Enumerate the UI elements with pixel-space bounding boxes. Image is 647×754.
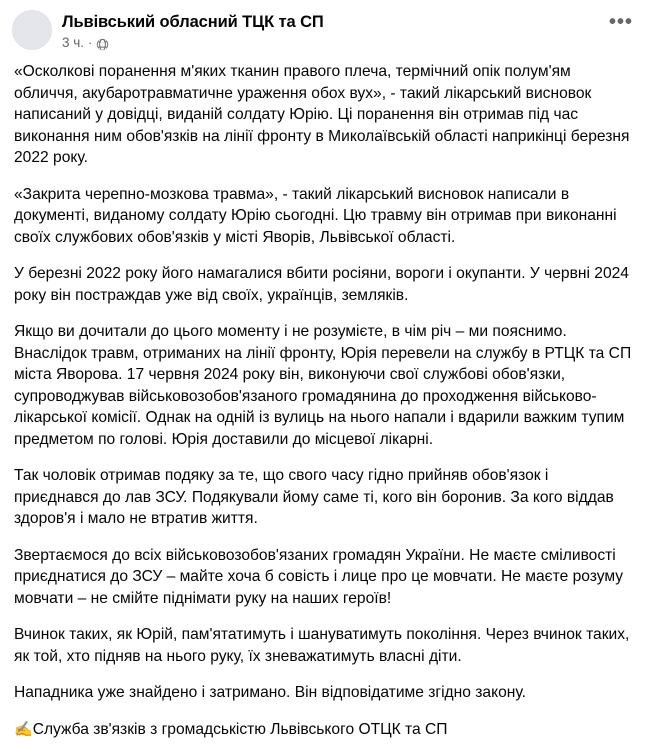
post-paragraph: Якщо ви дочитали до цього моменту і не розумієте, в чім річ – ми пояснимо. Внаслідок травм, отриманих на лінії фронту, Юрія перевели на службу в РТЦК та СП міста Яворова. 17 червня 2024 року він, виконуючи свої службові обов'язки, супроводжував військовозобов'язаного громадянина до проходження військово-лікарської комісії. Однак на одній із вулиць на нього напали і вдарили важким тупим предметом по голові. Юрія доставили до місцевої лікарні. bbox=[14, 323, 632, 448]
post-header bbox=[0, 0, 647, 57]
post-paragraph: Так чоловік отримав подяку за те, що свого часу гідно прийняв обов'язок і приєднався до лав ЗСУ. Подякували йому саме ті, кого він боронив. За кого віддав здоров'я і мало не втратив життя. bbox=[14, 467, 614, 527]
post-paragraph: Звертаємося до всіх військовозобов'язаних громадян України. Не маєте сміливості приєднатися до ЗСУ – майте хоча б совість і лице про це мовчати. Не маєте розуму мовчати – не смійте піднімати руку на наших героїв! bbox=[14, 546, 624, 607]
post-signature-text: Служба зв'язків з громадськістю Львівського ОТЦК та СП bbox=[32, 720, 448, 738]
post-meta bbox=[62, 35, 324, 51]
writing-hand-icon: ✍️ bbox=[14, 720, 33, 738]
post-paragraph: «Закрита черепно-мозкова травма», - такий лікарський висновок написали в документі, виданому солдату Юрію сьогодні. Цю травму він отримав при виконанні своїх службових обов'язків у місті Яворів, Львівської області. bbox=[14, 185, 617, 246]
avatar[interactable] bbox=[12, 10, 52, 50]
post-author-block bbox=[62, 10, 324, 51]
page-name[interactable]: Львівський обласний ТЦК та СП bbox=[62, 12, 324, 31]
meta-separator: · bbox=[88, 34, 93, 50]
post-paragraph: У березні 2022 року його намагалися вбити росіяни, вороги і окупанти. У червні 2024 року він постраждав уже від своїх, українців, земляків. bbox=[14, 265, 629, 304]
post-more-options-button[interactable]: ••• bbox=[608, 11, 633, 33]
post-signature bbox=[14, 719, 633, 741]
post-paragraph: Нападника уже знайдено і затримано. Він відповідатиме згідно закону. bbox=[14, 684, 526, 701]
post-paragraph: «Осколкові поранення м'яких тканин правого плеча, термічний опік полум'ям обличчя, акубаротравматичне ураження обох вух», - такий лікарський висновок написаний у довідці, виданій солдату Юрію. Ці поранення він отримав під час виконання ним обов'язків на лінії фронту в Миколаївській області наприкінці березня 2022 року. bbox=[14, 63, 630, 166]
post-paragraph: Вчинок таких, як Юрій, пам'ятатимуть і шануватимуть покоління. Через вчинок таких, як той, хто підняв на нього руку, їх зневажатимуть власні діти. bbox=[14, 626, 630, 665]
post-text-body bbox=[0, 57, 647, 754]
post-timestamp[interactable]: 3 ч. bbox=[62, 34, 85, 50]
globe-icon bbox=[96, 38, 109, 51]
